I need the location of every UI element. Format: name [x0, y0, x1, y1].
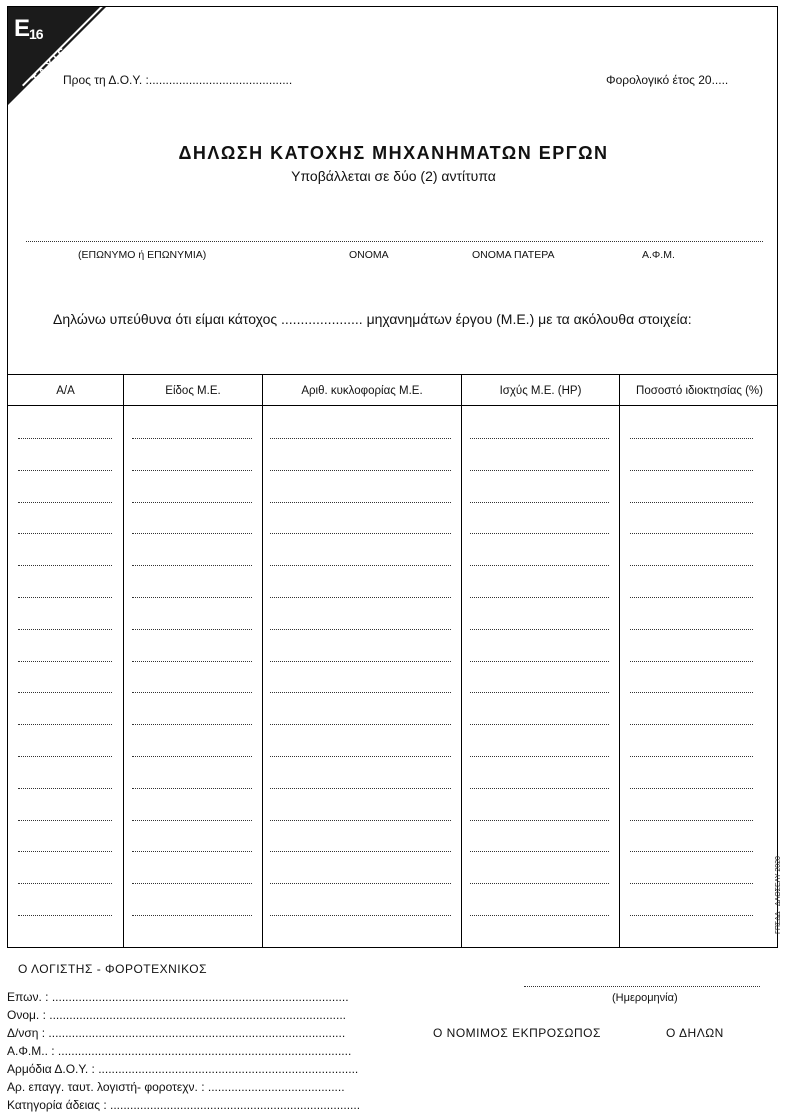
declarant-signature: Ο ΔΗΛΩΝ	[666, 1026, 724, 1040]
column-divider	[123, 374, 124, 948]
table-cell-fill-line[interactable]	[18, 533, 112, 534]
table-cell-fill-line[interactable]	[470, 661, 609, 662]
table-cell-fill-line[interactable]	[470, 724, 609, 725]
table-cell-fill-line[interactable]	[270, 661, 451, 662]
header-horsepower: Ισχύς Μ.Ε. (ΗΡ)	[499, 385, 582, 397]
taxis-logo-text: TAXIS	[30, 44, 72, 86]
table-cell-fill-line[interactable]	[630, 661, 753, 662]
table-cell-fill-line[interactable]	[18, 883, 112, 884]
table-cell-fill-line[interactable]	[18, 661, 112, 662]
tax-year-field[interactable]: Φορολογικό έτος 20.....	[606, 73, 729, 87]
table-cell-fill-line[interactable]	[18, 629, 112, 630]
table-cell-fill-line[interactable]	[270, 533, 451, 534]
table-cell-fill-line[interactable]	[270, 597, 451, 598]
table-cell-fill-line[interactable]	[470, 820, 609, 821]
table-cell-fill-line[interactable]	[18, 724, 112, 725]
table-cell-fill-line[interactable]	[132, 597, 252, 598]
form-title: ΔΗΛΩΣΗ ΚΑΤΟΧΗΣ ΜΗΧΑΝΗΜΑΤΩΝ ΕΡΓΩΝ	[178, 143, 609, 163]
table-cell-fill-line[interactable]	[630, 756, 753, 757]
table-cell-fill-line[interactable]	[132, 851, 252, 852]
table-cell-fill-line[interactable]	[470, 470, 609, 471]
table-cell-fill-line[interactable]	[132, 915, 252, 916]
table-cell-fill-line[interactable]	[18, 470, 112, 471]
table-cell-fill-line[interactable]	[470, 629, 609, 630]
print-code-note: ΓΠΣΔΔ - ΔΛΟΣΕΛΥ 2020	[775, 856, 782, 934]
form-subtitle: Υποβάλλεται σε δύο (2) αντίτυπα	[291, 168, 496, 184]
accountant-afm-field[interactable]: Α.Φ.Μ.. : ........................................................................................	[7, 1044, 352, 1058]
table-cell-fill-line[interactable]	[132, 502, 252, 503]
table-cell-fill-line[interactable]	[630, 724, 753, 725]
table-cell-fill-line[interactable]	[18, 915, 112, 916]
form-frame	[7, 6, 778, 948]
accountant-license-id-field[interactable]: Αρ. επαγγ. ταυτ. λογιστή- φοροτεχν. : .........................................	[7, 1080, 345, 1094]
table-cell-fill-line[interactable]	[470, 438, 609, 439]
table-cell-fill-line[interactable]	[270, 788, 451, 789]
form-code: $E_{16}$	[14, 15, 43, 42]
declaration-statement: Δηλώνω υπεύθυνα ότι είμαι κάτοχος ..................... μηχανημάτων έργου (Μ.Ε.) με τα ακόλουθα στοιχεία:	[53, 311, 692, 327]
table-cell-fill-line[interactable]	[270, 502, 451, 503]
table-cell-fill-line[interactable]	[132, 470, 252, 471]
table-cell-fill-line[interactable]	[630, 820, 753, 821]
table-cell-fill-line[interactable]	[630, 915, 753, 916]
date-fill-line[interactable]	[524, 986, 760, 987]
table-cell-fill-line[interactable]	[470, 597, 609, 598]
table-cell-fill-line[interactable]	[470, 692, 609, 693]
header-ownership-percent: Ποσοστό ιδιοκτησίας (%)	[636, 385, 763, 397]
accountant-license-category-field[interactable]: Κατηγορία άδειας : ...........................................................................	[7, 1098, 361, 1112]
table-cell-fill-line[interactable]	[270, 629, 451, 630]
table-cell-fill-line[interactable]	[470, 851, 609, 852]
table-cell-fill-line[interactable]	[470, 883, 609, 884]
table-cell-fill-line[interactable]	[470, 565, 609, 566]
table-cell-fill-line[interactable]	[270, 470, 451, 471]
accountant-title: Ο ΛΟΓΙΣΤΗΣ - ΦΟΡΟΤΕΧΝΙΚΟΣ	[18, 962, 208, 976]
accountant-tax-office-field[interactable]: Αρμόδια Δ.Ο.Υ. : ..............................................................................	[7, 1062, 359, 1076]
table-cell-fill-line[interactable]	[132, 533, 252, 534]
accountant-name-field[interactable]: Ονομ. : .........................................................................................	[7, 1008, 346, 1022]
table-cell-fill-line[interactable]	[470, 756, 609, 757]
accountant-surname-field[interactable]: Επων. : .........................................................................................	[7, 990, 349, 1004]
table-cell-fill-line[interactable]	[470, 502, 609, 503]
column-divider	[619, 374, 620, 948]
table-cell-fill-line[interactable]	[132, 724, 252, 725]
table-cell-fill-line[interactable]	[18, 692, 112, 693]
table-cell-fill-line[interactable]	[630, 788, 753, 789]
table-cell-fill-line[interactable]	[132, 438, 252, 439]
table-cell-fill-line[interactable]	[630, 629, 753, 630]
table-cell-fill-line[interactable]	[18, 565, 112, 566]
table-cell-fill-line[interactable]	[630, 851, 753, 852]
header-aa: Α/Α	[56, 385, 75, 397]
table-cell-fill-line[interactable]	[132, 756, 252, 757]
table-cell-fill-line[interactable]	[132, 820, 252, 821]
table-cell-fill-line[interactable]	[270, 915, 451, 916]
table-cell-fill-line[interactable]	[470, 533, 609, 534]
tax-office-field[interactable]: Προς τη Δ.Ο.Υ. :...........................................	[63, 73, 293, 87]
table-cell-fill-line[interactable]	[270, 692, 451, 693]
table-cell-fill-line[interactable]	[270, 883, 451, 884]
table-cell-fill-line[interactable]	[630, 597, 753, 598]
table-cell-fill-line[interactable]	[630, 692, 753, 693]
table-cell-fill-line[interactable]	[270, 565, 451, 566]
accountant-address-field[interactable]: Δ/νση : .........................................................................................	[7, 1026, 346, 1040]
table-cell-fill-line[interactable]	[132, 629, 252, 630]
table-cell-fill-line[interactable]	[18, 502, 112, 503]
label-surname: (ΕΠΩΝΥΜΟ ή ΕΠΩΝΥΜΙΑ)	[78, 249, 207, 261]
date-label: (Ημερομηνία)	[612, 992, 678, 1004]
table-cell-fill-line[interactable]	[18, 788, 112, 789]
table-cell-fill-line[interactable]	[18, 820, 112, 821]
label-father-name: ΟΝΟΜΑ ΠΑΤΕΡΑ	[472, 249, 555, 261]
table-cell-fill-line[interactable]	[630, 533, 753, 534]
table-cell-fill-line[interactable]	[132, 565, 252, 566]
column-divider	[461, 374, 462, 948]
table-cell-fill-line[interactable]	[630, 470, 753, 471]
table-cell-fill-line[interactable]	[132, 788, 252, 789]
table-cell-fill-line[interactable]	[630, 502, 753, 503]
header-machine-type: Είδος Μ.Ε.	[165, 385, 221, 397]
label-afm: Α.Φ.Μ.	[642, 249, 675, 261]
identity-fill-line[interactable]	[26, 241, 763, 242]
table-cell-fill-line[interactable]	[270, 851, 451, 852]
table-cell-fill-line[interactable]	[132, 883, 252, 884]
table-cell-fill-line[interactable]	[270, 724, 451, 725]
table-cell-fill-line[interactable]	[270, 756, 451, 757]
table-cell-fill-line[interactable]	[470, 788, 609, 789]
label-name: ΟΝΟΜΑ	[349, 249, 389, 261]
table-cell-fill-line[interactable]	[18, 438, 112, 439]
legal-representative-signature: Ο ΝΟΜΙΜΟΣ ΕΚΠΡΟΣΩΠΟΣ	[433, 1026, 601, 1040]
table-cell-fill-line[interactable]	[630, 883, 753, 884]
table-cell-fill-line[interactable]	[270, 820, 451, 821]
header-registration-number: Αριθ. κυκλοφορίας Μ.Ε.	[301, 385, 423, 397]
column-divider	[262, 374, 263, 948]
table-cell-fill-line[interactable]	[18, 756, 112, 757]
table-cell-fill-line[interactable]	[18, 851, 112, 852]
table-cell-fill-line[interactable]	[630, 438, 753, 439]
table-cell-fill-line[interactable]	[18, 597, 112, 598]
table-cell-fill-line[interactable]	[270, 438, 451, 439]
table-cell-fill-line[interactable]	[132, 661, 252, 662]
table-cell-fill-line[interactable]	[630, 565, 753, 566]
table-cell-fill-line[interactable]	[470, 915, 609, 916]
table-cell-fill-line[interactable]	[132, 692, 252, 693]
